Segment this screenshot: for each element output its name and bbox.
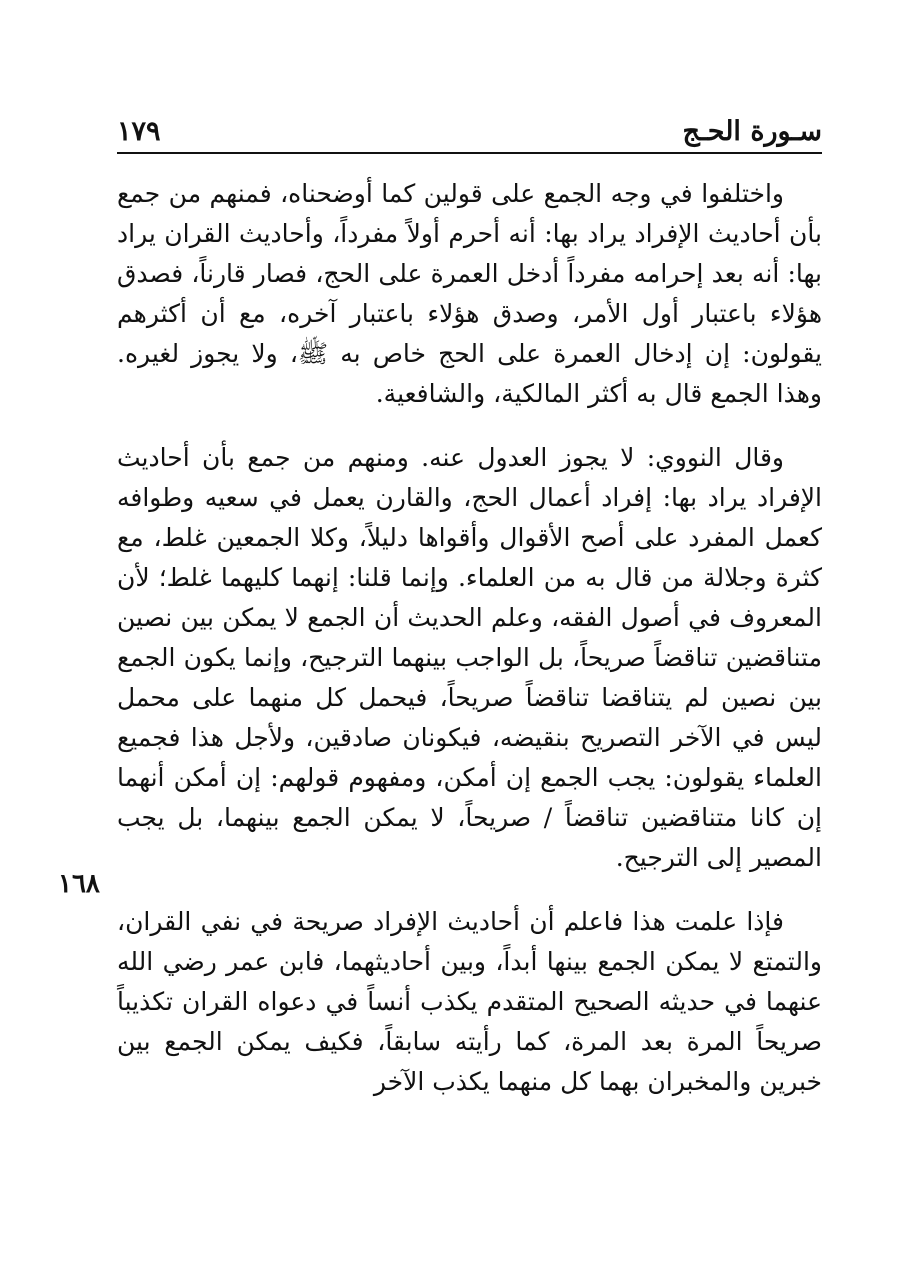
paragraph-1: واختلفوا في وجه الجمع على قولين كما أوضحناه، فمنهم من جمع بأن أحاديث الإفراد يراد بها: أنه أحرم أولاً مفرداً، وأحاديث القران يراد بها: أنه بعد إحرامه مفرداً أدخل العمرة على الحج، فصار قارناً، فصدق هؤلاء باعتبار أول الأمر، وصدق هؤلاء باعتبار آخره، مع أن أكثرهم يقولون: إن إدخال العمرة على الحج خاص به ﷺ، ولا يجوز لغيره. وهذا الجمع قال به أكثر المالكية، والشافعية. <box>117 179 822 408</box>
margin-page-reference: ١٦٨ <box>58 869 100 899</box>
page-body-text <box>117 174 822 1102</box>
running-header <box>117 112 822 152</box>
paragraph-2: وقال النووي: لا يجوز العدول عنه. ومنهم من جمع بأن أحاديث الإفراد يراد بها: إفراد أعمال الحج، والقارن يعمل في سعيه وطوافه كعمل المفرد على أصح الأقوال وأقواها دليلاً، وكلا الجمعين غلط، مع كثرة وجلالة من قال به من العلماء. وإنما قلنا: إنهما كليهما غلط؛ لأن المعروف في أصول الفقه، وعلم الحديث أن الجمع لا يمكن بين نصين متناقضين تناقضاً صريحاً، بل الواجب بينهما الترجيح، وإنما يكون الجمع بين نصين لم يتناقضا تناقضاً صريحاً، فيحمل كل منهما على محمل ليس في الآخر التصريح بنقيضه، فيكونان صادقين، ولأجل هذا فجميع العلماء يقولون: يجب الجمع إن أمكن، ومفهوم قولهم: إن أمكن أنهما إن كانا متناقضين تناقضاً / صريحاً، لا يمكن الجمع بينهما، بل يجب المصير إلى الترجيح. <box>117 443 822 872</box>
chapter-title: سـورة الحـج <box>682 116 822 147</box>
page-number: ١٧٩ <box>117 116 161 147</box>
paragraph-3: فإذا علمت هذا فاعلم أن أحاديث الإفراد صريحة في نفي القران، والتمتع لا يمكن الجمع بينها أبداً، وبين أحاديثهما، فابن عمر رضي الله عنهما في حديثه الصحيح المتقدم يكذب أنساً في دعواه القران تكذيباً صريحاً المرة بعد المرة، كما رأيته سابقاً، فكيف يمكن الجمع بين خبرين والمخبران بهما كل منهما يكذب الآخر <box>117 907 822 1096</box>
header-divider <box>117 152 822 154</box>
